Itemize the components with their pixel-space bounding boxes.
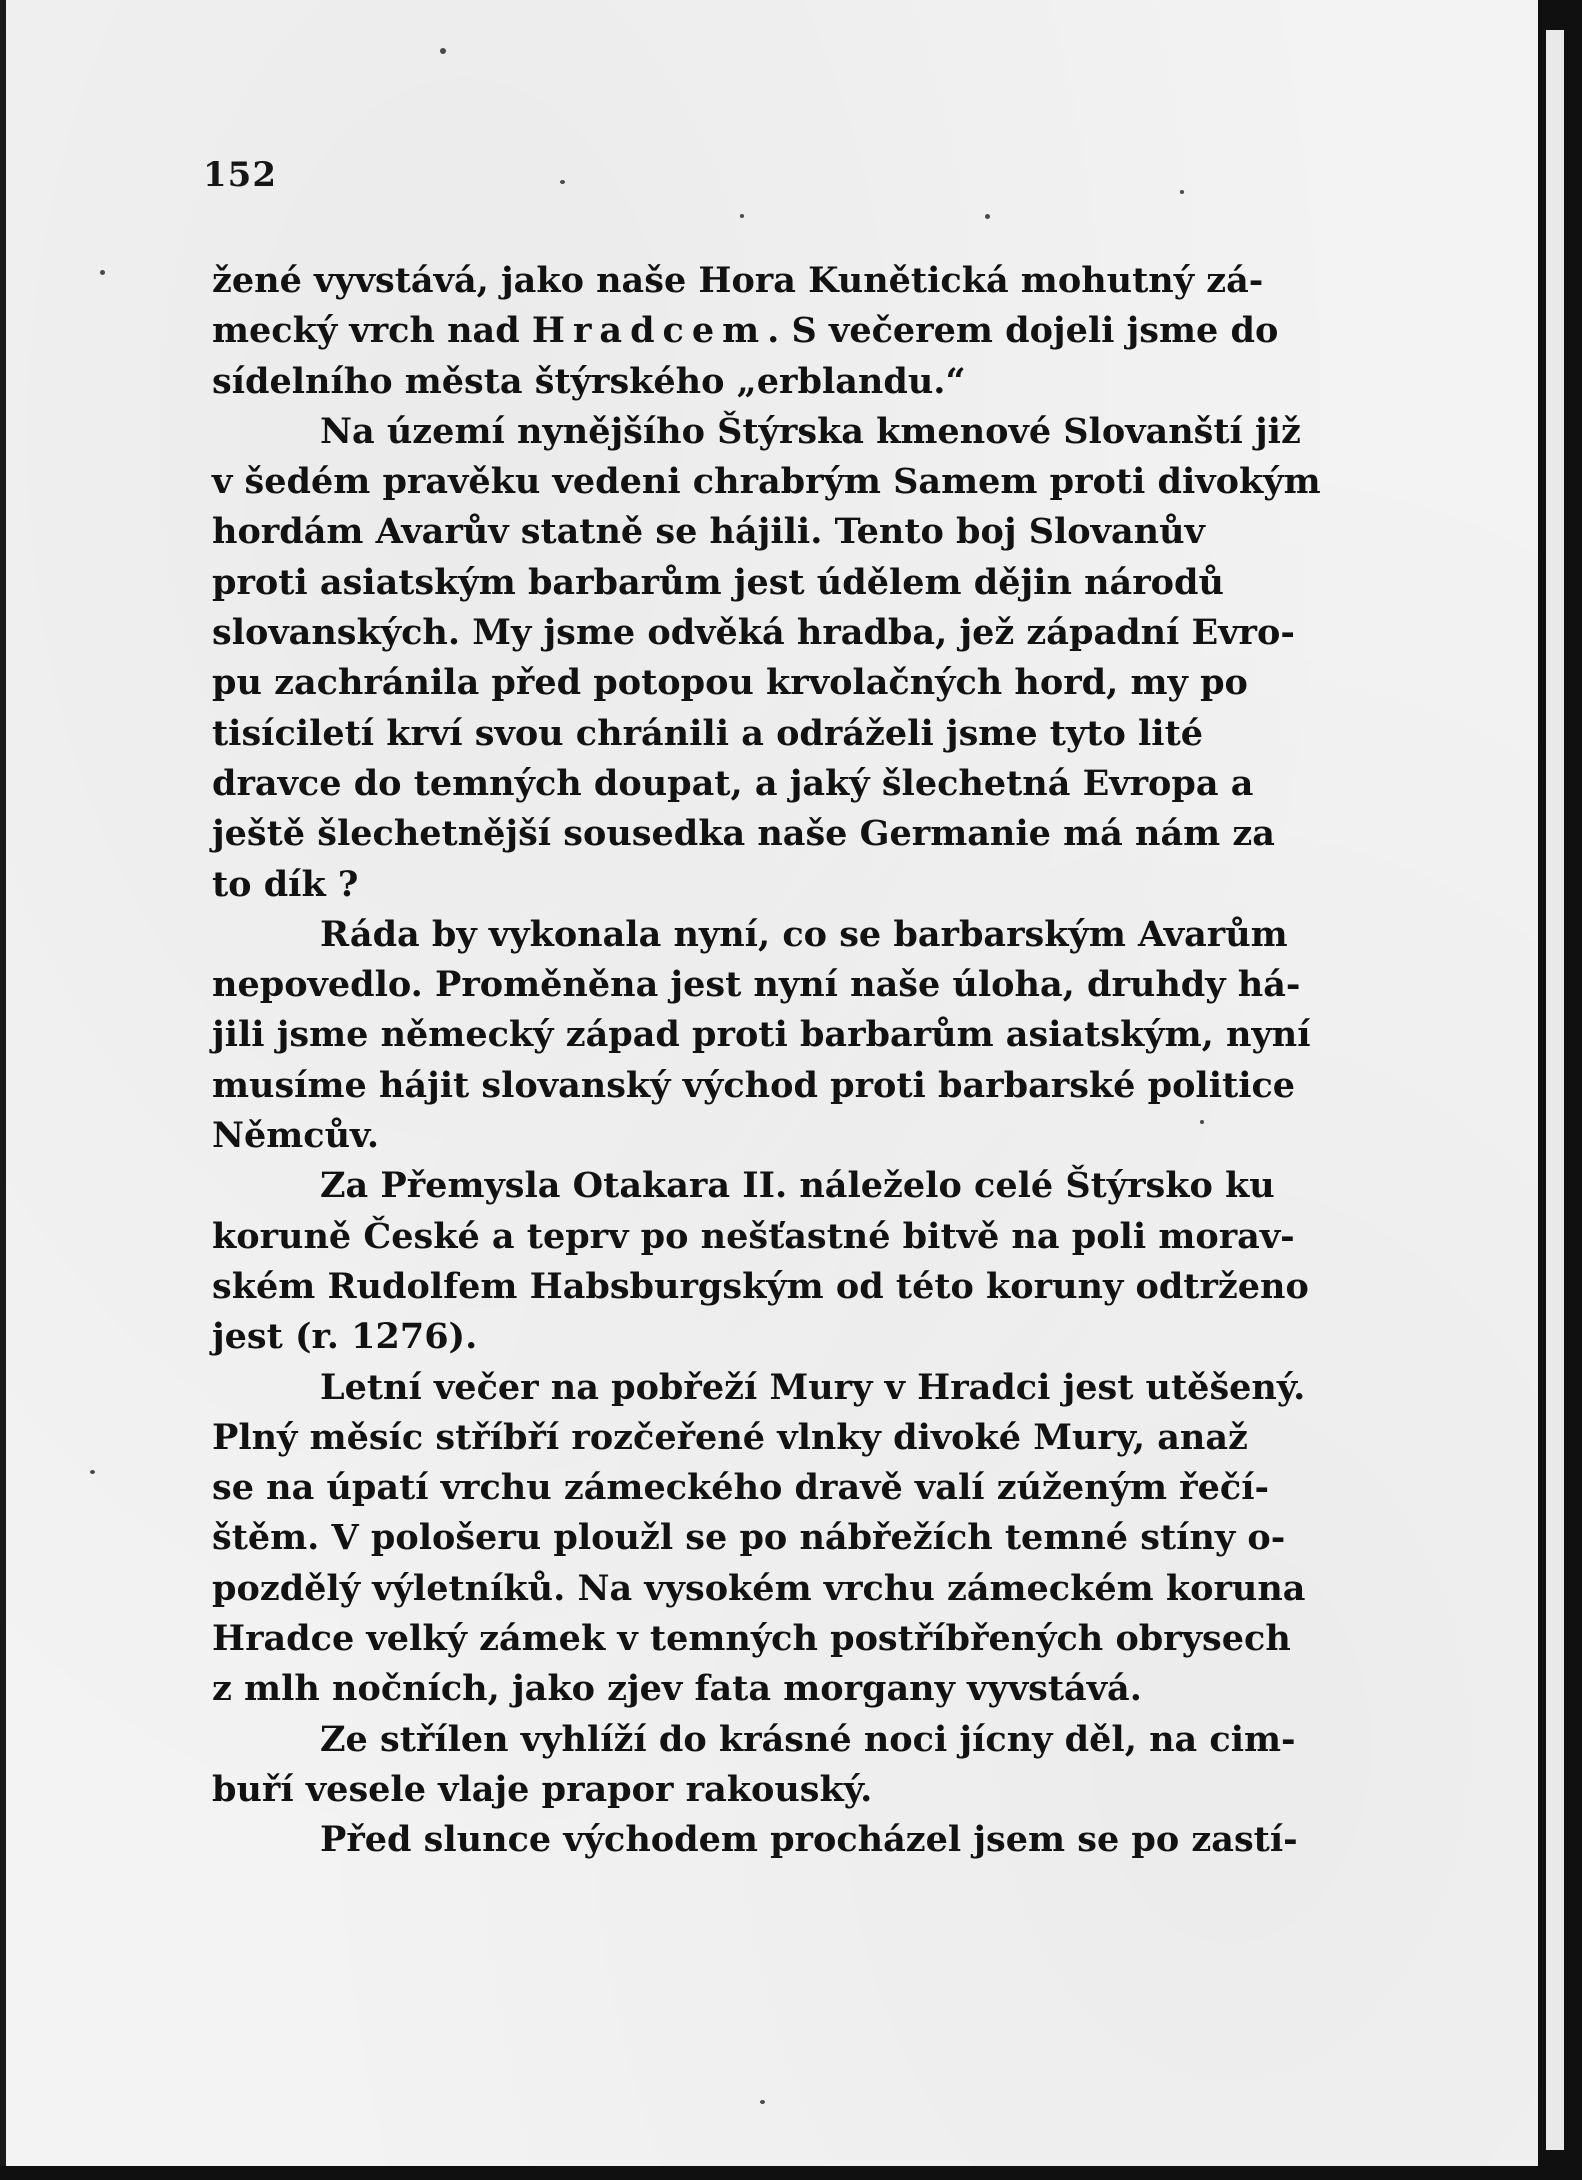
text-line-content: Plný měsíc stříbří rozčeřené vlnky divoké Mury, anaž: [212, 1416, 1248, 1458]
scan-speck: [100, 270, 105, 275]
text-line-content: musíme hájit slovanský východ proti barbarské politice: [212, 1064, 1296, 1106]
text-line: [212, 1463, 1402, 1513]
text-line: [212, 910, 1402, 960]
text-line-content: se na úpatí vrchu zámeckého dravě valí zúženým řečí-: [212, 1467, 1270, 1509]
text-line: [212, 658, 1402, 708]
text-line-content: ském Rudolfem Habsburgským od této koruny odtrženo: [212, 1265, 1309, 1307]
text-line-content: sídelního města štýrského „erblandu.“: [212, 360, 966, 402]
text-line: [212, 457, 1402, 507]
text-line-content: to dík ?: [212, 863, 359, 905]
text-line-content: Němcův.: [212, 1115, 380, 1157]
scan-speck: [560, 180, 565, 184]
text-line: [212, 960, 1402, 1010]
text-line-continuation: . S večerem dojeli jsme do: [767, 310, 1279, 352]
text-line-content: slovanských. My jsme odvěká hradba, jež západní Evro-: [212, 612, 1295, 654]
text-line: [212, 1212, 1402, 1262]
text-line: [212, 1363, 1402, 1413]
text-line: [212, 1312, 1402, 1362]
scan-speck: [1180, 190, 1184, 194]
text-line: [212, 1815, 1402, 1865]
text-line: [212, 1413, 1402, 1463]
text-line-content: mecký vrch nad: [212, 310, 532, 352]
text-line-content: jili jsme německý západ proti barbarům asiatským, nyní: [212, 1014, 1311, 1056]
text-line-content: dravce do temných doupat, a jaký šlechetná Evropa a: [212, 762, 1254, 804]
page-number: 152: [203, 155, 277, 195]
text-line: [212, 1010, 1402, 1060]
text-line-content: Na území nynějšího Štýrska kmenové Slovanští již: [320, 410, 1301, 452]
text-line-content: koruně České a teprv po nešťastné bitvě na poli morav-: [212, 1215, 1295, 1257]
text-line-content: proti asiatským barbarům jest údělem dějin národů: [212, 561, 1224, 603]
text-line: [212, 1765, 1402, 1815]
text-line-content: pu zachránila před potopou krvolačných hord, my po: [212, 662, 1248, 704]
text-line-content: žené vyvstává, jako naše Hora Kunětická mohutný zá-: [212, 260, 1264, 301]
text-line-content: Ze střílen vyhlíží do krásné noci jícny děl, na cim-: [320, 1718, 1296, 1760]
text-line: [212, 558, 1402, 608]
text-line-content: tisíciletí krví svou chránili a odráželi jsme tyto lité: [212, 712, 1204, 754]
text-line-content: Ráda by vykonala nyní, co se barbarským Avarům: [320, 913, 1288, 955]
next-page-edge: [1538, 0, 1582, 2180]
body-text: [212, 256, 1402, 1866]
scan-border-left: [0, 0, 6, 2180]
text-line: [212, 1664, 1402, 1714]
text-line-content: ještě šlechetnější sousedka naše Germanie má nám za: [212, 813, 1275, 855]
text-line: [212, 860, 1402, 910]
text-line-content: Letní večer na pobřeží Mury v Hradci jest utěšený.: [320, 1366, 1306, 1408]
text-line: [212, 1262, 1402, 1312]
text-line-content: z mlh nočních, jako zjev fata morgany vyvstává.: [212, 1668, 1142, 1710]
text-line-content: nepovedlo. Proměněna jest nyní naše úloha, druhdy há-: [212, 964, 1301, 1006]
text-line: [212, 608, 1402, 658]
text-line-content: štěm. V pološeru ploužl se po nábřežích temné stíny o-: [212, 1517, 1286, 1559]
scan-speck: [90, 1470, 95, 1474]
text-line: [212, 407, 1402, 457]
scan-speck: [440, 48, 446, 54]
text-line-content: pozdělý výletníků. Na vysokém vrchu zámeckém koruna: [212, 1567, 1306, 1609]
text-line: [212, 1614, 1402, 1664]
text-line: [212, 256, 1402, 306]
text-line: [212, 759, 1402, 809]
spaced-word: Hradcem: [531, 310, 768, 352]
text-line: [212, 1061, 1402, 1111]
text-line: [212, 306, 1402, 356]
text-line-content: hordám Avarův statně se hájili. Tento boj Slovanův: [212, 511, 1205, 553]
text-line: [212, 1715, 1402, 1765]
text-line-content: Za Přemysla Otakara II. náleželo celé Štýrsko ku: [320, 1165, 1275, 1207]
text-line-content: Před slunce východem procházel jsem se po zastí-: [320, 1819, 1298, 1861]
scan-speck: [760, 2100, 765, 2104]
text-line: [212, 1564, 1402, 1614]
scan-speck: [740, 214, 744, 218]
text-line-content: Hradce velký zámek v temných postříbřených obrysech: [212, 1618, 1291, 1660]
text-line: [212, 1161, 1402, 1211]
text-line: [212, 357, 1402, 407]
text-line: [212, 1513, 1402, 1563]
text-line: [212, 1111, 1402, 1161]
scan-border-bottom: [0, 2166, 1582, 2180]
text-line: [212, 809, 1402, 859]
text-line: [212, 507, 1402, 557]
text-line-content: buří vesele vlaje prapor rakouský.: [212, 1768, 873, 1810]
scan-speck: [985, 214, 990, 219]
text-line-content: jest (r. 1276).: [212, 1316, 478, 1358]
next-page-sliver: [1546, 30, 1564, 2150]
text-line-content: v šedém pravěku vedeni chrabrým Samem proti divokým: [212, 461, 1321, 503]
text-line: [212, 709, 1402, 759]
